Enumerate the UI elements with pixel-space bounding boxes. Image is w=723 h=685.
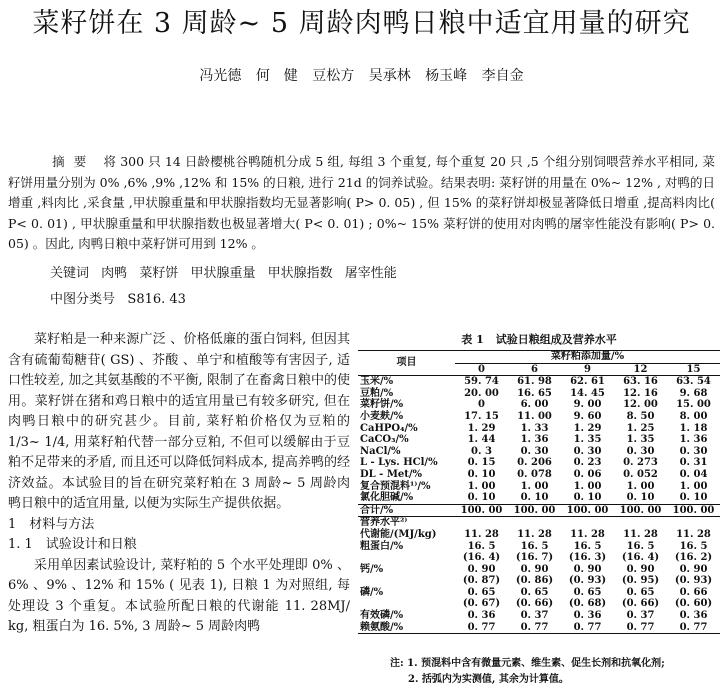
cell-value: 0. 66 — [679, 586, 708, 598]
table-caption — [358, 331, 720, 347]
cell-value: 63. 54 — [676, 376, 711, 388]
cell-value: (16. 7) — [515, 552, 554, 564]
cell-value: 11. 28 — [623, 528, 658, 540]
row-label: 赖氨酸/% — [358, 622, 455, 634]
cell-value: 0. 36 — [467, 610, 496, 622]
level-header: 0 — [455, 363, 508, 376]
cell-value: 0. 3 — [471, 445, 492, 457]
cell-value: 6. 00 — [520, 399, 549, 411]
cell-value: (0. 86) — [515, 575, 554, 587]
cell-value: 0. 77 — [508, 622, 561, 634]
cell-value: 20. 00 — [464, 387, 499, 399]
cell-value: 1. 29 — [467, 422, 496, 434]
cell-value — [561, 517, 614, 529]
cell-value: 15. 00 — [676, 399, 711, 411]
cell-value: 16. 5 — [573, 540, 602, 552]
cell-value: 11. 28 — [464, 528, 499, 540]
cell-value: 100. 00 — [667, 504, 720, 517]
paper-title: 菜籽饼在 3 周龄~ 5 周龄肉鸭日粮中适宜用量的研究 — [32, 8, 691, 39]
cell-value: 1. 35 — [626, 434, 655, 446]
table-row — [358, 469, 720, 481]
keyword: 肉鸭 — [101, 266, 128, 281]
cell-value: 0. 30 — [520, 445, 549, 457]
cell-value: 1. 00 — [679, 480, 708, 492]
cell-value: 8. 00 — [679, 410, 708, 422]
keyword: 甲状腺重量 — [190, 266, 256, 281]
cell-value: (16. 4) — [462, 552, 501, 564]
row-label: 小麦麸/% — [360, 410, 404, 422]
cell-value: 0. 90 — [626, 563, 655, 575]
row-label — [358, 575, 455, 587]
cell-value: 59. 74 — [464, 376, 499, 388]
cell-value: 1. 36 — [679, 434, 708, 446]
cell-value: 0. 273 — [623, 457, 658, 469]
cell-value: (0. 95) — [621, 575, 660, 587]
row-label: 代谢能/(MJ/kg) — [360, 528, 437, 540]
table-row — [358, 517, 720, 529]
table-row — [358, 541, 720, 553]
row-label: NaCl/% — [360, 445, 401, 457]
table-row — [358, 376, 720, 388]
author-name: 李自金 — [481, 68, 524, 84]
cell-value: 1. 35 — [573, 434, 602, 446]
cell-value: 0. 052 — [623, 468, 658, 480]
abstract — [8, 152, 715, 255]
cell-value: (0. 66) — [621, 598, 660, 610]
row-label: 合计/% — [358, 504, 455, 517]
table-row — [358, 481, 720, 493]
keyword: 菜籽饼 — [139, 266, 179, 281]
table-note: 注: 1. 预混料中含有微量元素、维生素、促生长剂和抗氧化剂; — [390, 658, 665, 669]
cell-value: 100. 00 — [455, 504, 508, 517]
cell-value: 0. 37 — [520, 610, 549, 622]
author-list — [0, 66, 723, 86]
row-label: 氯化胆碱/% — [360, 492, 414, 504]
cell-value: 100. 00 — [561, 504, 614, 517]
table-row — [358, 388, 720, 400]
cell-value: 0 — [478, 399, 485, 411]
table-title: 试验日粮组成及营养水平 — [495, 333, 617, 346]
cell-value: 11. 28 — [570, 528, 605, 540]
cell-value: 0. 30 — [573, 445, 602, 457]
row-label: 营养水平²⁾ — [358, 517, 455, 529]
cell-value: 16. 5 — [467, 540, 496, 552]
cell-value: 0. 90 — [573, 563, 602, 575]
keyword: 屠宰性能 — [344, 266, 397, 281]
cell-value: 63. 16 — [623, 376, 658, 388]
cell-value: 62. 61 — [570, 376, 605, 388]
cell-value: 0. 77 — [667, 622, 720, 634]
row-label: 钙/% — [360, 563, 384, 575]
row-label: 磷/% — [360, 586, 384, 598]
table-row — [358, 423, 720, 435]
cell-value: 0. 206 — [517, 457, 552, 469]
cell-value: 8. 50 — [626, 410, 655, 422]
table-row — [358, 399, 720, 411]
cell-value: 0. 65 — [573, 586, 602, 598]
cell-value: 0. 04 — [679, 468, 708, 480]
cell-value — [614, 517, 667, 529]
table-number: 表 1 — [461, 333, 484, 346]
cell-value: 0. 65 — [520, 586, 549, 598]
cell-value: 1. 44 — [467, 434, 496, 446]
abstract-text: 将 300 只 14 日龄樱桃谷鸭随机分成 5 组, 每组 3 个重复, 每个重复 20 只 ,5 个组分别饲喂营养水平相同, 菜籽饼用量分别为 0% ,6% ,9% ,12% 和 15% 的日粮, 进行 21d 的饲养试验。结果表明: 菜籽饼的用量在 0%~ 12% , 对鸭的日增重 ,料肉比 ,采食量 ,甲状腺重量和甲状腺指数均无显著影响( P> 0. 05) , 但 15% 的菜籽饼却极显著降低日增重 ,提高料肉比( P< 0. 01) , 甲状腺重量和甲状腺指数也极显著增大( P< 0. 01) ; 0%~ 15% 菜籽饼的使用对肉鸭的屠宰性能没有影响( P> 0. 05) 。因此, 肉鸭日粮中菜籽饼可用到 12% 。 — [8, 154, 715, 251]
cell-value: 0. 15 — [467, 457, 496, 469]
cell-value: 0. 37 — [626, 610, 655, 622]
cell-value — [508, 517, 561, 529]
cell-value: 0. 30 — [679, 445, 708, 457]
table-row — [358, 434, 720, 446]
cell-value: 61. 98 — [517, 376, 552, 388]
cell-value: 0. 77 — [455, 622, 508, 634]
cell-value: (16. 3) — [568, 552, 607, 564]
table-row — [358, 622, 720, 634]
table-row — [358, 610, 720, 622]
cell-value: 0. 30 — [626, 445, 655, 457]
cell-value: 16. 5 — [626, 540, 655, 552]
cell-value: 1. 00 — [573, 480, 602, 492]
cell-value: 100. 00 — [508, 504, 561, 517]
table-row — [358, 598, 720, 610]
cell-value: (16. 4) — [621, 552, 660, 564]
cell-value: 0. 31 — [679, 457, 708, 469]
cell-value: 0. 90 — [520, 563, 549, 575]
cell-value: 16. 5 — [679, 540, 708, 552]
table-row — [358, 564, 720, 576]
cell-value: 0. 36 — [573, 610, 602, 622]
classification-code: S816. 43 — [127, 292, 186, 307]
cell-value: 0. 10 — [626, 492, 655, 504]
keywords — [50, 264, 405, 284]
table-row — [358, 492, 720, 504]
row-label: 豆粕/% — [360, 387, 394, 399]
cell-value: 1. 18 — [679, 422, 708, 434]
cell-value: 11. 28 — [517, 528, 552, 540]
row-label: 玉米/% — [360, 376, 394, 388]
cell-value: 12. 00 — [623, 399, 658, 411]
author-name: 杨玉峰 — [425, 68, 468, 84]
classification-label: 中图分类号 — [50, 292, 116, 307]
intro-paragraph: 菜籽粕是一种来源广泛 、价格低廉的蛋白饲料, 但因其含有硫葡萄糖苷( GS) 、芥酸 、单宁和植酸等有害因子, 适口性较差, 加之其氨基酸的不平衡, 限制了在畜禽日粮中的使用。菜籽饼在猪和鸡日粮中的适宜用量已有较多研究, 但在肉鸭日粮中的研究甚少。目前, 菜籽粕价格仅为豆粕的 1/3~ 1/4, 用菜籽粕代替一部分豆粕, 不但可以缓解由于豆粕不足带来的矛盾, 而且还可以降低饲料成本, 提高养鸭的经济效益。本试验目的旨在研究菜籽粕在 3 周龄~ 5 周龄肉鸭日粮中的适宜用量, 以便为实际生产提供依据。 — [8, 332, 350, 511]
cell-value: 16. 65 — [517, 387, 552, 399]
row-label: CaHPO₄/% — [360, 422, 418, 434]
table-group-header: 菜籽粕添加量/% — [455, 351, 720, 364]
table-row — [358, 587, 720, 599]
cell-value: 0. 10 — [573, 492, 602, 504]
cell-value: 11. 00 — [517, 410, 552, 422]
row-label: DL - Met/% — [360, 468, 423, 480]
table-row — [358, 575, 720, 587]
keywords-label: 关键词 — [50, 266, 90, 281]
row-label — [358, 598, 455, 610]
row-label: 复合预混料¹⁾/% — [360, 480, 431, 492]
section-heading: 1 材料与方法 — [8, 516, 95, 532]
cell-value: (0. 93) — [568, 575, 607, 587]
row-label — [358, 552, 455, 564]
cell-value: (0. 93) — [674, 575, 713, 587]
table-row — [358, 529, 720, 541]
cell-value: 0. 10 — [679, 492, 708, 504]
author-name: 何 健 — [255, 68, 298, 84]
cell-value: 0. 90 — [679, 563, 708, 575]
row-label: 菜籽饼/% — [360, 399, 404, 411]
cell-value: 0. 65 — [626, 586, 655, 598]
cell-value: 100. 00 — [614, 504, 667, 517]
cell-value: 12. 16 — [623, 387, 658, 399]
cell-value: 17. 15 — [464, 410, 499, 422]
table-row — [358, 411, 720, 423]
cell-value: 1. 00 — [520, 480, 549, 492]
author-name: 冯光德 — [199, 68, 242, 84]
author-name: 吴承林 — [368, 68, 411, 84]
cell-value: (0. 87) — [462, 575, 501, 587]
cell-value: 1. 25 — [626, 422, 655, 434]
cell-value: 0. 10 — [520, 492, 549, 504]
abstract-label: 摘要 — [52, 154, 96, 169]
cell-value: 1. 00 — [467, 480, 496, 492]
cell-value: 0. 23 — [573, 457, 602, 469]
row-label: CaCO₃/% — [360, 434, 409, 446]
cell-value: 9. 00 — [573, 399, 602, 411]
table-row — [358, 457, 720, 469]
cell-value: 1. 33 — [520, 422, 549, 434]
author-name: 豆松方 — [312, 68, 355, 84]
diet-composition-table — [358, 350, 720, 634]
cell-value: (16. 2) — [674, 552, 713, 564]
level-header: 12 — [614, 363, 667, 376]
cell-value: (0. 60) — [674, 598, 713, 610]
cell-value: 0. 06 — [573, 468, 602, 480]
cell-value: 1. 36 — [520, 434, 549, 446]
cell-value: 1. 00 — [626, 480, 655, 492]
cell-value: 0. 10 — [467, 492, 496, 504]
level-header: 9 — [561, 363, 614, 376]
cell-value: 0. 90 — [467, 563, 496, 575]
keyword: 甲状腺指数 — [267, 266, 333, 281]
cell-value — [455, 517, 508, 529]
subsection-heading: 1. 1 试验设计和日粮 — [8, 537, 137, 552]
row-label: 有效磷/% — [360, 610, 404, 622]
cell-value: (0. 66) — [515, 598, 554, 610]
table-item-header: 项目 — [358, 351, 455, 376]
cell-value: 16. 5 — [520, 540, 549, 552]
cell-value: 0. 65 — [467, 586, 496, 598]
cell-value: (0. 67) — [462, 598, 501, 610]
table-note: 2. 括弧内为实测值, 其余为计算值。 — [408, 674, 569, 685]
cell-value: 9. 60 — [573, 410, 602, 422]
cell-value: 0. 078 — [517, 468, 552, 480]
table-row — [358, 552, 720, 564]
cell-value: 1. 29 — [573, 422, 602, 434]
cell-value: 0. 77 — [614, 622, 667, 634]
method-paragraph: 采用单因素试验设计, 菜籽粕的 5 个水平处理即 0% 、6% 、9% 、12% 和 15% ( 见表 1), 日粮 1 为对照组, 每处理设 3 个重复。本试验所配日粮的代谢能 11. 28MJ/ kg, 粗蛋白为 16. 5%, 3 周龄~ 5 周龄肉鸭 — [8, 557, 350, 634]
classification-number — [50, 290, 186, 310]
level-header: 6 — [508, 363, 561, 376]
table-row — [358, 446, 720, 458]
cell-value: 0. 36 — [679, 610, 708, 622]
cell-value: 14. 45 — [570, 387, 605, 399]
level-header: 15 — [667, 363, 720, 376]
cell-value: 0. 77 — [561, 622, 614, 634]
body-text — [8, 330, 350, 638]
cell-value: (0. 68) — [568, 598, 607, 610]
row-label: 粗蛋白/% — [360, 540, 404, 552]
cell-value: 9. 68 — [679, 387, 708, 399]
table-row — [358, 504, 720, 517]
row-label: L - Lys. HCl/% — [360, 457, 438, 469]
cell-value — [667, 517, 720, 529]
cell-value: 11. 28 — [676, 528, 711, 540]
cell-value: 0. 10 — [467, 468, 496, 480]
